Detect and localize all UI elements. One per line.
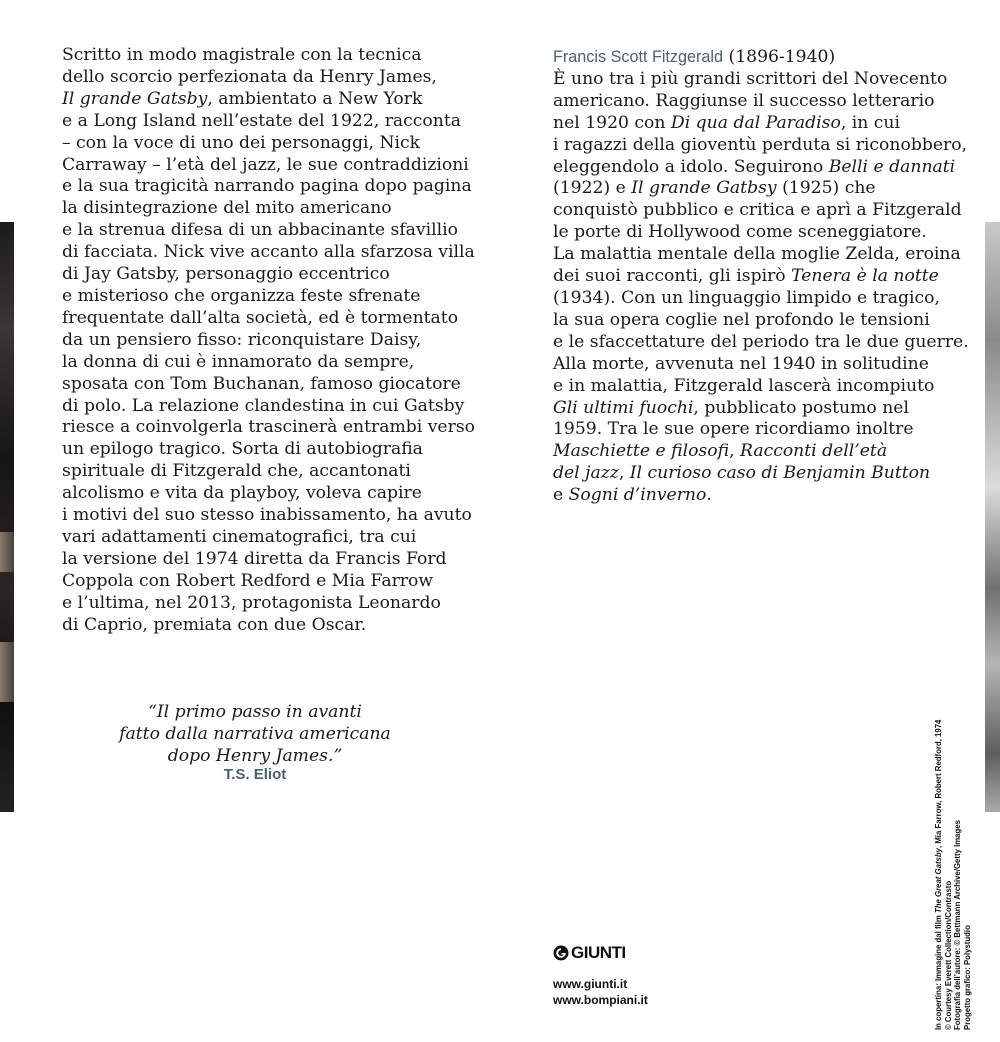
text-run: la donna di cui è innamorato da sempre, <box>62 351 415 372</box>
text-line <box>553 398 969 420</box>
text-line <box>62 461 475 483</box>
text-line <box>62 374 475 396</box>
italic-title: The Great Gatsby <box>934 848 943 914</box>
text-run: nel 1920 con <box>553 112 671 133</box>
text-run: 1959. Tra le sue opere ricordiamo inoltre <box>553 419 914 440</box>
cover-photo-edge-left <box>0 222 14 812</box>
text-run: e a Long Island nell’estate del 1922, racconta <box>62 110 462 131</box>
text-run: dello scorcio perfezionata da Henry James, <box>62 66 437 87</box>
text-line <box>62 527 475 549</box>
photo-highlight <box>0 532 14 572</box>
text-line <box>62 264 475 286</box>
text-run: Carraway – l’età del jazz, le sue contraddizioni <box>62 154 469 175</box>
text-line <box>553 376 969 398</box>
text-run: sposata con Tom Buchanan, famoso giocatore <box>62 373 461 394</box>
text-line <box>553 222 969 244</box>
text-run: e in malattia, Fitzgerald lascerà incompiuto <box>553 375 935 396</box>
publisher-name: GIUNTI <box>571 943 626 962</box>
text-line <box>553 113 969 135</box>
author-name: Francis Scott Fitzgerald <box>553 48 724 66</box>
text-line <box>553 91 969 113</box>
photo-highlight <box>0 642 14 702</box>
cover-photo-edge-right <box>985 222 1000 812</box>
text-run: (1934). Con un linguaggio limpido e tragico, <box>553 287 940 308</box>
text-run: e la sua tragicità narrando pagina dopo pagina <box>62 176 472 197</box>
text-run: eleggendolo a idolo. Seguirono <box>553 156 829 177</box>
text-run: . <box>706 485 712 506</box>
text-run: di facciata. Nick vive accanto alla sfarzosa villa <box>62 242 475 263</box>
text-run: conquistò pubblico e critica e aprì a Fitzgerald <box>553 200 962 221</box>
text-run: spirituale di Fitzgerald che, accantonati <box>62 461 411 482</box>
italic-title: del jazz <box>553 463 619 484</box>
text-run: (1925) che <box>776 178 876 199</box>
author-heading <box>553 47 969 69</box>
text-run: e la strenua difesa di un abbacinante sfavillio <box>62 220 458 241</box>
text-line <box>62 571 475 593</box>
italic-title: Il curioso caso di Benjamin Button <box>629 463 931 484</box>
text-run: , ambientato a New York <box>207 88 423 109</box>
giunti-logo-icon <box>553 945 569 961</box>
italic-title: Di qua dal Paradiso <box>670 112 841 133</box>
text-line <box>553 485 969 507</box>
text-line <box>62 45 475 67</box>
text-line <box>553 310 969 332</box>
text-run: un epilogo tragico. Sorta di autobiografia <box>62 439 423 460</box>
text-run: frequentate dall’alta società, ed è tormentato <box>62 307 459 328</box>
text-line <box>62 505 475 527</box>
italic-title: Tenera è la notte <box>791 266 939 287</box>
cover-credits <box>934 720 972 1030</box>
text-run: e l’ultima, nel 2013, protagonista Leonardo <box>62 592 441 613</box>
text-line <box>553 244 969 266</box>
text-run: , <box>729 441 740 462</box>
pull-quote <box>110 701 400 767</box>
biography-lines <box>553 69 969 507</box>
text-run: , Mia Farrow, Robert Redford, 1974 <box>934 719 943 849</box>
text-line <box>62 111 475 133</box>
italic-title: Racconti dell’età <box>740 441 888 462</box>
text-run: Alla morte, avvenuta nel 1940 in solitudine <box>553 353 929 374</box>
text-run: , in cui <box>840 112 900 133</box>
text-line <box>62 286 475 308</box>
text-line <box>62 155 475 177</box>
text-run: la versione del 1974 diretta da Francis Ford <box>62 548 447 569</box>
text-line <box>934 720 944 1030</box>
text-run: di Caprio, premiata con due Oscar. <box>62 614 367 635</box>
text-line <box>553 178 969 200</box>
text-run: e misterioso che organizza feste sfrenate <box>62 285 421 306</box>
text-run: – con la voce di uno dei personaggi, Nick <box>62 132 421 153</box>
text-run: © Courtesy Everett Collection/Contrasto <box>943 880 953 1030</box>
text-line <box>944 720 954 1030</box>
text-run: , <box>618 463 630 484</box>
text-line <box>62 133 475 155</box>
author-dates: (1896-1940) <box>723 47 836 67</box>
text-run: riesce a coinvolgerla trascinerà entrambi verso <box>62 417 475 438</box>
text-line <box>62 198 475 220</box>
text-line <box>62 308 475 330</box>
author-biography <box>553 47 969 507</box>
text-run: e <box>553 485 569 506</box>
publisher-logo <box>553 942 626 964</box>
text-line <box>62 352 475 374</box>
text-run: Scritto in modo magistrale con la tecnica <box>62 45 422 65</box>
text-line <box>62 439 475 461</box>
text-run: dei suoi racconti, gli ispirò <box>553 266 792 287</box>
italic-title: Il grande Gatbsy <box>631 178 777 199</box>
italic-title: Maschiette e filosofi <box>553 441 730 462</box>
text-line <box>553 332 969 354</box>
quote-line: dopo Henry James.” <box>167 746 343 766</box>
text-line <box>963 720 973 1030</box>
text-run: la disintegrazione del mito americano <box>62 198 392 219</box>
text-run: (1922) e <box>553 178 632 199</box>
quote-line: fatto dalla narrativa americana <box>119 724 391 744</box>
text-line <box>62 593 475 615</box>
text-line <box>62 330 475 352</box>
text-run: Fotografia dell’autore: © Bettmann Archive/Getty Images <box>953 820 963 1030</box>
text-line <box>62 396 475 418</box>
bompiani-website-link[interactable]: www.bompiani.it <box>553 993 648 1007</box>
text-line <box>553 69 969 91</box>
text-line <box>553 441 969 463</box>
text-line <box>62 549 475 571</box>
text-run: alcolismo e vita da playboy, voleva capire <box>62 483 422 504</box>
text-run: La malattia mentale della moglie Zelda, eroina <box>553 244 961 265</box>
text-run: vari adattamenti cinematografici, tra cui <box>62 526 417 547</box>
text-line <box>62 67 475 89</box>
text-line <box>62 483 475 505</box>
text-line <box>62 242 475 264</box>
text-line <box>62 220 475 242</box>
text-run: i ragazzi della gioventù perduta si riconobbero, <box>553 134 968 155</box>
text-run: americano. Raggiunse il successo letterario <box>553 90 935 111</box>
quote-attribution: T.S. Eliot <box>223 766 287 783</box>
text-run: Progetto grafico: Polystudio <box>962 925 972 1030</box>
text-line <box>553 200 969 222</box>
text-line <box>62 615 475 637</box>
text-run: le porte di Hollywood come sceneggiatore. <box>553 222 927 243</box>
text-run: e le sfaccettature del periodo tra le due guerre. <box>553 331 969 352</box>
text-run: da un pensiero fisso: riconquistare Daisy, <box>62 329 422 350</box>
italic-title: Gli ultimi fuochi <box>553 397 694 418</box>
quote-line: “Il primo passo in avanti <box>148 702 362 722</box>
text-run: , pubblicato postumo nel <box>693 397 909 418</box>
text-run: È uno tra i più grandi scrittori del Novecento <box>553 68 948 89</box>
text-line <box>553 157 969 179</box>
italic-title: Belli e dannati <box>828 156 956 177</box>
text-run: la sua opera coglie nel profondo le tensioni <box>553 309 930 330</box>
text-line <box>62 89 475 111</box>
text-line <box>553 266 969 288</box>
book-synopsis <box>62 45 475 636</box>
text-line <box>553 135 969 157</box>
italic-title: Il grande Gatsby <box>62 88 208 109</box>
italic-title: Sogni d’inverno <box>568 485 707 506</box>
text-line <box>553 419 969 441</box>
text-line <box>953 720 963 1030</box>
text-line <box>553 354 969 376</box>
text-run: di Jay Gatsby, personaggio eccentrico <box>62 264 390 285</box>
text-run: i motivi del suo stesso inabissamento, ha avuto <box>62 505 472 526</box>
text-run: di polo. La relazione clandestina in cui Gatsby <box>62 395 465 416</box>
text-line <box>553 463 969 485</box>
text-line <box>553 288 969 310</box>
text-run: In copertina: Immagine dal film <box>934 913 943 1030</box>
text-run: Coppola con Robert Redford e Mia Farrow <box>62 570 434 591</box>
giunti-website-link[interactable]: www.giunti.it <box>553 977 628 991</box>
text-line <box>62 417 475 439</box>
text-line <box>62 176 475 198</box>
